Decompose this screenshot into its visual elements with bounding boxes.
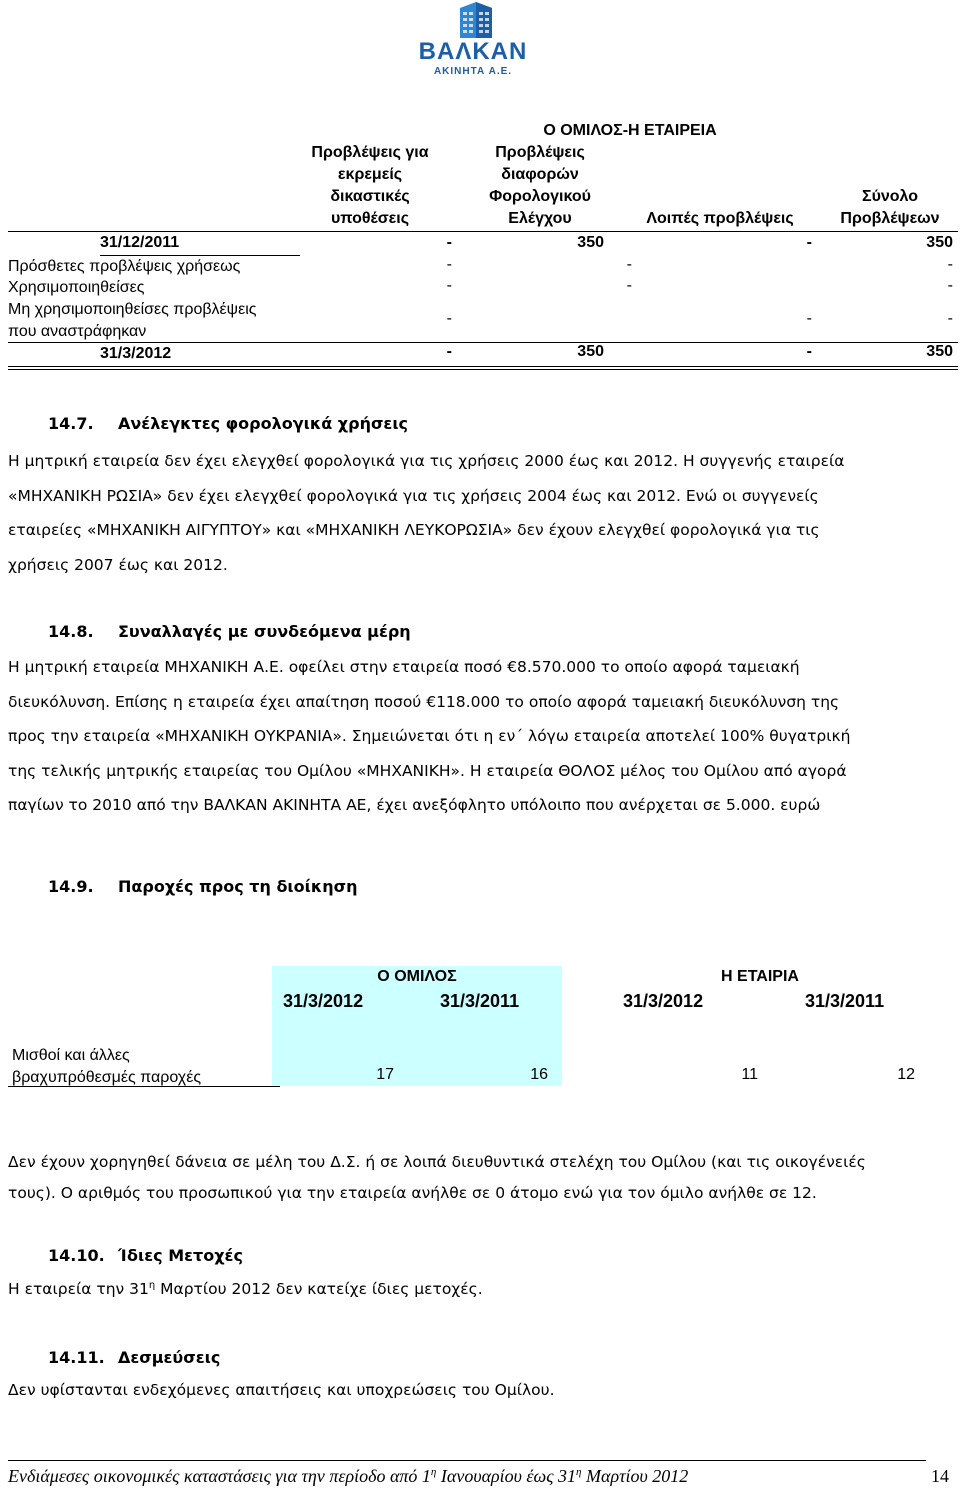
date-header: 31/3/2012 (283, 991, 364, 1011)
section-title: Παροχές προς τη διοίκηση (118, 877, 358, 896)
section-title: Δεσμεύσεις (118, 1348, 221, 1367)
col-header-tax-audit: Προβλέψεις διαφορών Φορολογικού Ελέγχου (489, 144, 591, 227)
table-bottom-rule (8, 366, 958, 367)
table-cell: - (806, 343, 812, 360)
section-number: 14.7. (48, 414, 94, 433)
table-cell: - (947, 310, 953, 327)
logo-subtitle: ΑΚΙΝΗΤΑ Α.Ε. (433, 66, 513, 77)
row-label-closing: 31/3/2012 (100, 345, 172, 362)
logo-name: ΒΑΛΚΑΝ (418, 38, 528, 65)
group-label: Ο ΟΜΙΛΟΣ (377, 968, 457, 985)
benefits-row-label: Μισθοί και άλλες βραχυπρόθεσμές παροχές (12, 1047, 202, 1086)
row-label-used: Χρησιμοποιηθείσες (8, 279, 145, 296)
section-paragraph: Η μητρική εταιρεία δεν έχει ελεγχθεί φορολογικά για τις χρήσεις 2000 έως και 2012. Η συγγενής εταιρεία «ΜΗΧΑΝΙΚΗ ΡΩΣΙΑ» δεν έχει ελεγχθεί φορολογικά για τις χρήσεις 2004 έως και 2012. Ενώ οι συγγενείς εταιρείες «ΜΗΧΑΝΙΚΗ ΑΙΓΥΠΤΟΥ» και «ΜΗΧΑΝΙΚΗ ΛΕΥΚΟΡΩΣΙΑ» δεν έχουν ελεγχθεί φορολογικά για τις χρήσεις 2007 έως και 2012. (8, 452, 845, 574)
table-cell: - (446, 343, 452, 360)
row-label-additional: Πρόσθετες προβλέψεις χρήσεως (8, 258, 241, 275)
table-cell: 16 (530, 1066, 548, 1083)
section-number: 14.10. (48, 1246, 105, 1265)
page-number: 14 (931, 1466, 949, 1486)
section-number: 14.8. (48, 622, 94, 641)
table-cell: - (947, 256, 953, 273)
section-title: Ίδιες Μετοχές (118, 1246, 243, 1265)
section-title: Ανέλεγκτες φορολογικά χρήσεις (118, 414, 409, 433)
section-paragraph: Η μητρική εταιρεία ΜΗΧΑΝΙΚΗ Α.Ε. οφείλει στην εταιρεία ποσό €8.570.000 το οποίο αφορά ταμειακή διευκόλυνση. Επίσης η εταιρεία έχει απαίτηση ποσού €118.000 το οποίο αφορά ταμειακή διευκόλυνση της προς την εταιρεία «ΜΗΧΑΝΙΚΗ ΟΥΚΡΑΝΙΑ». Σημειώνεται ότι η εν΄ λόγω εταιρεία αποτελεί 100% θυγατρική της τελικής μητρικής εταιρείας του Ομίλου «ΜΗΧΑΝΙΚΗ». Η εταιρεία ΘΟΛΟΣ μέλος του Ομίλου από αγορά παγίων το 2010 από την ΒΑΛΚΑΝ ΑΚΙΝΗΤΑ ΑΕ, έχει ανεξόφλητο υπόλοιπο που ανέρχεται σε 5.000. ευρώ (8, 658, 851, 814)
section-paragraph: Δεν έχουν χορηγηθεί δάνεια σε μέλη του Δ.Σ. ή σε λοιπά διευθυντικά στελέχη του Ομίλου (και τις οικογένειές τους). Ο αριθμός του προσωπικού για την εταιρεία ανήλθε σε 0 άτομο ενώ για τον όμιλο ανήλθε σε 12. (8, 1153, 866, 1202)
table-cell: - (446, 277, 452, 294)
section-number: 14.11. (48, 1348, 105, 1367)
table-cell: 350 (926, 343, 953, 360)
table-cell: - (446, 310, 452, 327)
table-bottom-rule (8, 369, 958, 370)
table-cell: 350 (926, 234, 953, 251)
row-label-unused: Μη χρησιμοποιηθείσες προβλέψεις που αναστράφηκαν (8, 301, 257, 340)
provisions-group-header: Ο ΟΜΙΛΟΣ-Η ΕΤΑΙΡΕΙΑ (543, 122, 717, 139)
table-cell: - (806, 234, 812, 251)
col-header-litigation: Προβλέψεις για εκρεμείς δικαστικές υποθέσεις (311, 144, 429, 227)
table-cell: - (446, 256, 452, 273)
table-cell: - (626, 256, 632, 273)
table-cell: 12 (897, 1066, 915, 1083)
date-header: 31/3/2011 (440, 991, 520, 1011)
section-paragraph: Η εταιρεία την $31^\eta$ Μαρτίου 2012 δεν κατείχε ίδιες μετοχές. (8, 1280, 483, 1299)
table-cell: 350 (577, 343, 604, 360)
table-cell: - (947, 277, 953, 294)
section-title: Συναλλαγές με συνδεόμενα μέρη (118, 622, 411, 641)
section-paragraph: Δεν υφίστανται ενδεχόμενες απαιτήσεις και υποχρεώσεις του Ομίλου. (8, 1381, 555, 1399)
row-rule (8, 1086, 280, 1087)
table-cell: - (626, 277, 632, 294)
table-cell: - (446, 234, 452, 251)
date-header: 31/3/2012 (623, 991, 704, 1011)
col-header-other: Λοιπές προβλέψεις (646, 210, 794, 227)
company-label: Η ΕΤΑΙΡΙΑ (721, 968, 799, 985)
section-number: 14.9. (48, 877, 94, 896)
footer-text: Ενδιάμεσες οικονομικές καταστάσεις για την περίοδο από $1^\eta$ Ιανουαρίου έως $31^\eta$ Μαρτίου 2012 (8, 1466, 689, 1486)
table-cell: 350 (577, 234, 604, 251)
table-cell: 17 (376, 1066, 394, 1083)
table-cell: 11 (741, 1066, 758, 1083)
row-label-opening: 31/12/2011 (100, 234, 180, 251)
date-header: 31/3/2011 (805, 991, 885, 1011)
footer-rule (8, 1460, 926, 1461)
col-header-total: Σύνολο Προβλέψεων (840, 188, 940, 227)
table-cell: - (806, 310, 812, 327)
